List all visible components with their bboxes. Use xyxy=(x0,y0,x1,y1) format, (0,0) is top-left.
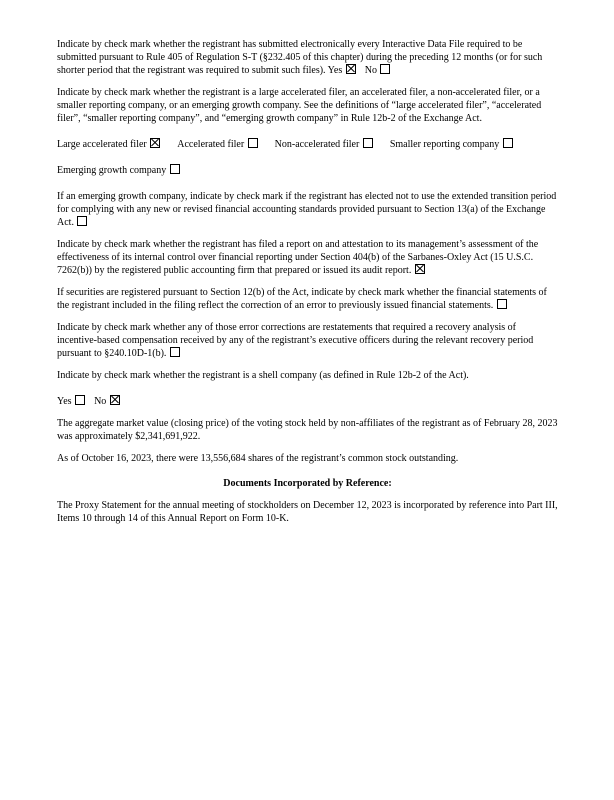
paragraph-text: Smaller reporting company xyxy=(389,139,502,150)
para-proxy-statement xyxy=(57,499,558,525)
checkbox-checked-icon xyxy=(150,138,160,148)
paragraph-text: No xyxy=(94,396,109,407)
spacer xyxy=(374,146,390,147)
para-icfr-attestation xyxy=(57,238,558,277)
paragraph-text: No xyxy=(364,65,380,76)
checkbox-unchecked-icon xyxy=(380,64,390,74)
paragraph-text: Indicate by check mark whether the registrant is a shell company (as defined in Rule 12b-2 of the Act). xyxy=(57,370,469,381)
checkbox-checked-icon xyxy=(415,264,425,274)
para-interactive-data-file xyxy=(57,38,558,77)
checkbox-unchecked-icon xyxy=(497,299,507,309)
paragraph-text: As of October 16, 2023, there were 13,556,684 shares of the registrant’s common stock outstanding. xyxy=(57,453,459,464)
paragraph-text: Indicate by check mark whether any of those error corrections are restatements that required a recovery analysis of incentive-based compensation received by any of the registrant’s executive officers during the relevant recovery period pursuant to §240.10D-1(b). xyxy=(57,322,534,359)
paragraph-text: If an emerging growth company, indicate by check mark if the registrant has elected not to use the extended transition period for complying with any new or revised financial accounting standards provided pursuant to Section 13(a) of the Exchange Act. xyxy=(57,191,557,228)
paragraph-text: Emerging growth company xyxy=(57,165,169,176)
para-extended-transition xyxy=(57,190,558,229)
checkbox-unchecked-icon xyxy=(170,164,180,174)
paragraph-text: The Proxy Statement for the annual meeting of stockholders on December 12, 2023 is incorporated by reference into Part III, Items 10 through 14 of this Annual Report on Form 10-K. xyxy=(57,500,558,524)
checkbox-unchecked-icon xyxy=(77,216,87,226)
spacer xyxy=(86,403,94,404)
paragraph-text: Yes xyxy=(57,396,75,407)
checkbox-unchecked-icon xyxy=(170,347,180,357)
para-error-correction xyxy=(57,286,558,312)
checkbox-unchecked-icon xyxy=(363,138,373,148)
para-shell-company xyxy=(57,369,558,382)
spacer xyxy=(357,72,365,73)
para-shell-company-answer xyxy=(57,395,558,408)
heading-text: Documents Incorporated by Reference: xyxy=(223,478,392,489)
spacer xyxy=(161,146,177,147)
paragraph-text: Accelerated filer xyxy=(177,139,247,150)
para-emerging-growth xyxy=(57,164,558,177)
paragraph-text: The aggregate market value (closing price) of the voting stock held by non-affiliates of the registrant as of February 28, 2023 was approximately $2,341,691,922. xyxy=(57,418,558,442)
paragraph-text: Indicate by check mark whether the registrant has submitted electronically every Interactive Data File required to be submitted pursuant to Rule 405 of Regulation S-T (§232.405 of this chapter) during the preceding 12 months (or for such shorter period that the registrant was required to submit such files). Yes xyxy=(57,39,543,76)
para-filer-status-row xyxy=(57,138,558,151)
checkbox-checked-icon xyxy=(346,64,356,74)
heading-documents-incorporated xyxy=(57,477,558,490)
para-shares-outstanding xyxy=(57,452,558,465)
checkbox-checked-icon xyxy=(110,395,120,405)
paragraph-text: Indicate by check mark whether the registrant is a large accelerated filer, an accelerated filer, a non-accelerated filer, or a smaller reporting company, or an emerging growth company. See the definitions of “large accelerated filer”, “accelerated filer”, “smaller reporting company”, and “emerging growth company” in Rule 12b-2 of the Exchange Act. xyxy=(57,87,542,124)
checkbox-unchecked-icon xyxy=(503,138,513,148)
para-market-value xyxy=(57,417,558,443)
spacer xyxy=(259,146,275,147)
para-recovery-analysis xyxy=(57,321,558,360)
paragraph-text: If securities are registered pursuant to Section 12(b) of the Act, indicate by check mark whether the financial statements of the registrant included in the filing reflect the correction of an error to previously issued financial statements. xyxy=(57,287,547,311)
paragraph-text: Indicate by check mark whether the registrant has filed a report on and attestation to its management’s assessment of the effectiveness of its internal control over financial reporting under Section 404(b) of the Sarbanes-Oxley Act (15 U.S.C. 7262(b)) by the registered public accounting firm that prepared or issued its audit report. xyxy=(57,239,539,276)
para-filer-definitions xyxy=(57,86,558,125)
paragraph-text: Large accelerated filer xyxy=(57,139,150,150)
checkbox-unchecked-icon xyxy=(75,395,85,405)
checkbox-unchecked-icon xyxy=(248,138,258,148)
paragraph-text: Non-accelerated filer xyxy=(274,139,362,150)
